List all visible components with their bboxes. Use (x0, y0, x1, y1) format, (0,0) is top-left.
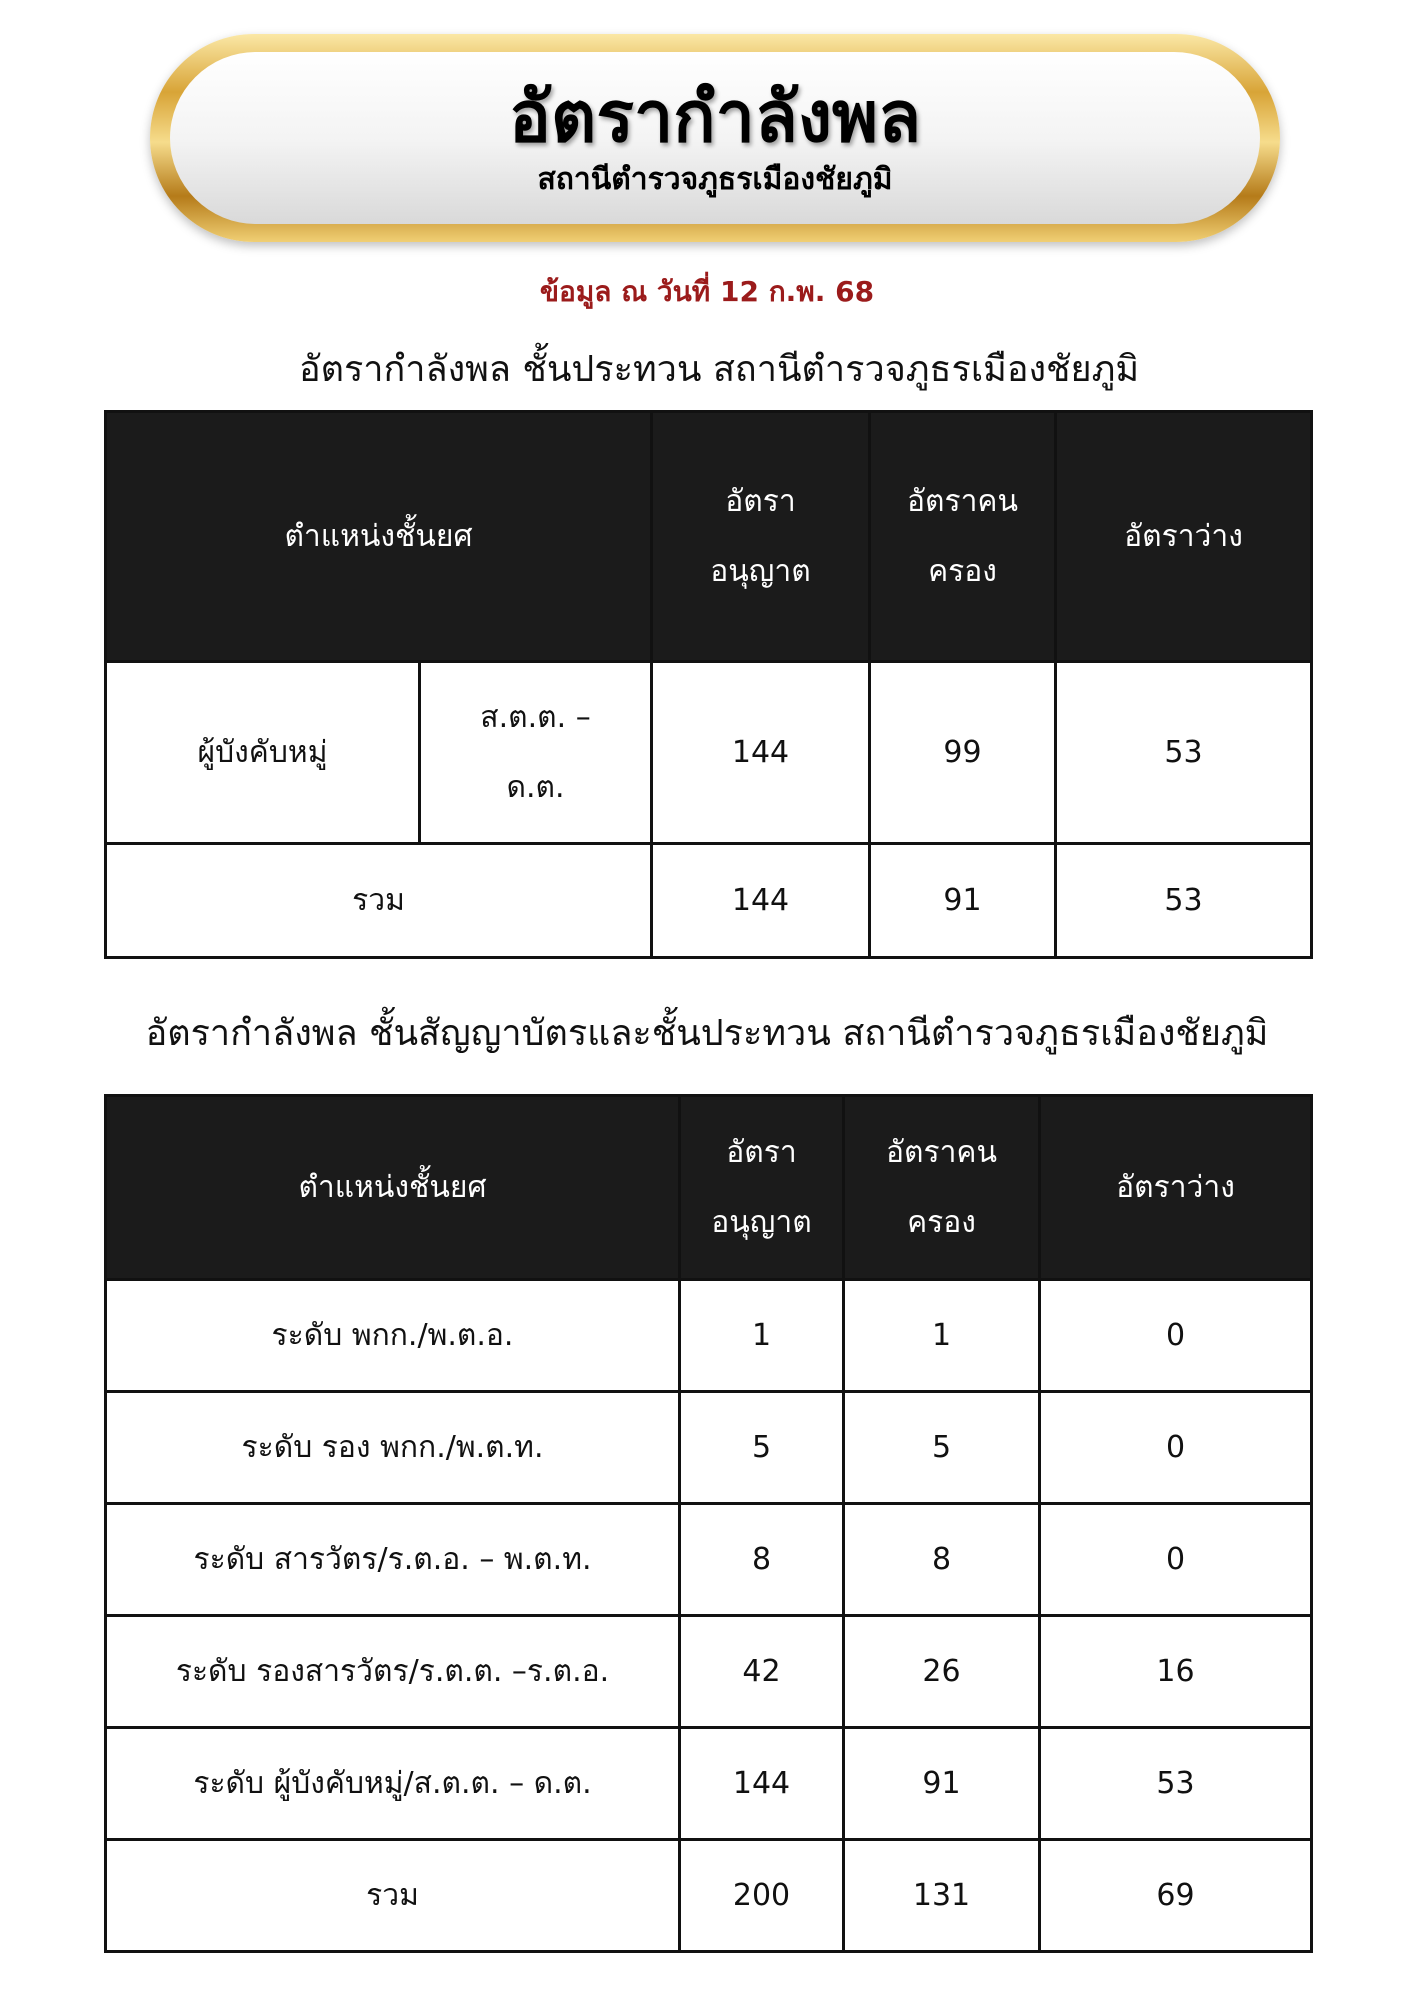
header-allowed (652, 412, 870, 662)
row-allowed: 144 (680, 1728, 844, 1840)
row-occupied: 26 (844, 1616, 1040, 1728)
table-row (106, 1392, 1312, 1504)
row-vacant: 0 (1040, 1280, 1312, 1392)
table1-title: อัตรากำลังพล ชั้นประทวน สถานีตำรวจภูธรเมืองชัยภูมิ (298, 349, 1140, 390)
row-label: ระดับ รอง พกก./พ.ต.ท. (106, 1392, 680, 1504)
header-vacant: อัตราว่าง (1056, 412, 1312, 662)
row-group: ผู้บังคับหมู่ (106, 662, 420, 844)
row-occupied: 1 (844, 1280, 1040, 1392)
total-allowed: 200 (680, 1840, 844, 1952)
header-occupied-line1: อัตราคน (885, 1134, 998, 1170)
total-allowed: 144 (652, 844, 870, 958)
row-vacant: 53 (1040, 1728, 1312, 1840)
header-position: ตำแหน่งชั้นยศ (106, 412, 652, 662)
row-occupied: 91 (844, 1728, 1040, 1840)
row-occupied: 8 (844, 1504, 1040, 1616)
table-total-row (106, 844, 1312, 958)
header-occupied (870, 412, 1056, 662)
page-title: อัตรากำลังพล (508, 76, 922, 158)
row-label: ระดับ สารวัตร/ร.ต.อ. – พ.ต.ท. (106, 1504, 680, 1616)
row-rank-line2: ด.ต. (506, 769, 565, 805)
table-header-row (106, 1096, 1312, 1280)
table-row (106, 662, 1312, 844)
row-rank (420, 662, 652, 844)
row-allowed: 1 (680, 1280, 844, 1392)
header-occupied-line2: ครอง (928, 553, 997, 589)
row-allowed: 8 (680, 1504, 844, 1616)
header-vacant: อัตราว่าง (1040, 1096, 1312, 1280)
table-noncommissioned (104, 410, 1313, 959)
table-row (106, 1504, 1312, 1616)
table-row (106, 1616, 1312, 1728)
row-vacant: 0 (1040, 1504, 1312, 1616)
title-banner (150, 34, 1280, 242)
header-allowed-line2: อนุญาต (710, 553, 811, 589)
header-occupied-line1: อัตราคน (906, 483, 1019, 519)
row-allowed: 144 (652, 662, 870, 844)
row-vacant: 53 (1056, 662, 1312, 844)
table-header-row (106, 412, 1312, 662)
total-occupied: 91 (870, 844, 1056, 958)
row-occupied: 5 (844, 1392, 1040, 1504)
table2-title: อัตรากำลังพล ชั้นสัญญาบัตรและชั้นประทวน สถานีตำรวจภูธรเมืองชัยภูมิ (145, 1013, 1269, 1054)
table-row (106, 1728, 1312, 1840)
header-allowed-line1: อัตรา (725, 483, 796, 519)
data-date: ข้อมูล ณ วันที่ 12 ก.พ. 68 (539, 275, 875, 308)
row-occupied: 99 (870, 662, 1056, 844)
total-vacant: 69 (1040, 1840, 1312, 1952)
row-label: ระดับ พกก./พ.ต.อ. (106, 1280, 680, 1392)
header-allowed (680, 1096, 844, 1280)
table-all-ranks (104, 1094, 1313, 1953)
header-occupied (844, 1096, 1040, 1280)
header-allowed-line2: อนุญาต (711, 1204, 812, 1240)
title-banner-inner (170, 52, 1260, 224)
row-label: ระดับ รองสารวัตร/ร.ต.ต. –ร.ต.อ. (106, 1616, 680, 1728)
row-label: ระดับ ผู้บังคับหมู่/ส.ต.ต. – ด.ต. (106, 1728, 680, 1840)
header-allowed-line1: อัตรา (726, 1134, 797, 1170)
header-position: ตำแหน่งชั้นยศ (106, 1096, 680, 1280)
row-allowed: 42 (680, 1616, 844, 1728)
total-occupied: 131 (844, 1840, 1040, 1952)
row-vacant: 0 (1040, 1392, 1312, 1504)
table-row (106, 1280, 1312, 1392)
row-allowed: 5 (680, 1392, 844, 1504)
table-total-row (106, 1840, 1312, 1952)
page-subtitle: สถานีตำรวจภูธรเมืองชัยภูมิ (537, 162, 893, 197)
row-vacant: 16 (1040, 1616, 1312, 1728)
row-rank-line1: ส.ต.ต. – (480, 699, 591, 735)
header-occupied-line2: ครอง (907, 1204, 976, 1240)
total-label: รวม (106, 844, 652, 958)
total-label: รวม (106, 1840, 680, 1952)
total-vacant: 53 (1056, 844, 1312, 958)
